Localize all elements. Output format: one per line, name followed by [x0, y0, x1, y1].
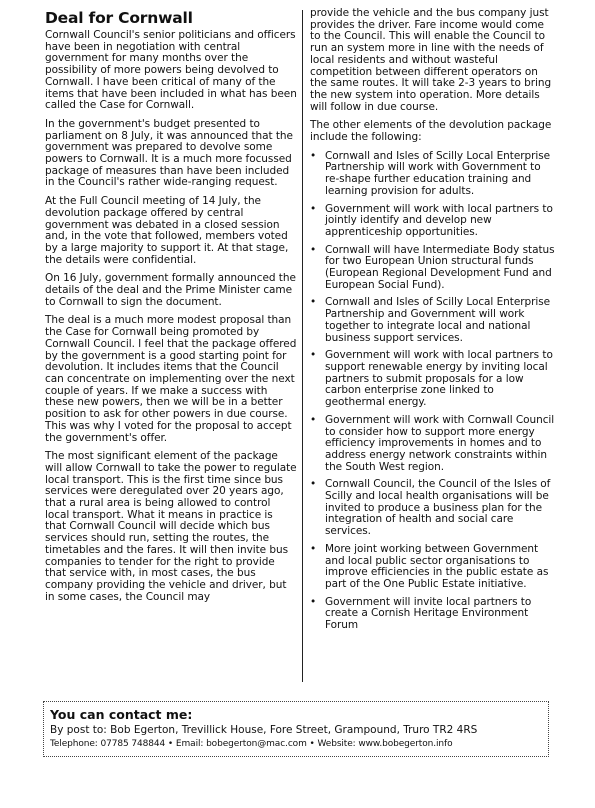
- separator-bullet: •: [309, 739, 315, 749]
- list-item: [310, 204, 555, 239]
- paragraph-modest-deal: The deal is a much more modest proposal than the Case for Cornwall being promoted by Cornwall Council. I feel that the package offered by the government is a good starting point for devolution. It includes items that the Council can concentrate on implementing over the next couple of years. If we make a success with these new powers, then we will be in a better position to ask for other powers in due course. This was why I voted for the proposal to accept the government's offer.: [45, 314, 297, 444]
- bullet-icon: •: [310, 595, 317, 608]
- bullet-icon: •: [310, 349, 317, 362]
- website-link[interactable]: Website: www.bobegerton.info: [317, 739, 453, 749]
- left-column: [45, 8, 297, 610]
- list-item: [310, 597, 555, 632]
- list-item-text: Government will work with Cornwall Council to consider how to support more energy efficiency improvements in homes and to address energy network constraints within the South West region.: [325, 413, 555, 473]
- contact-box: [43, 701, 549, 757]
- devolution-elements-list: [310, 151, 555, 632]
- separator-bullet: •: [167, 739, 174, 749]
- list-item-text: Government will work with local partners to support renewable energy by inviting local partners to submit proposals for a low carbon enterprise zone linked to geothermal energy.: [325, 349, 553, 409]
- paragraph-full-council: At the Full Council meeting of 14 July, the devolution package offered by central government was debated in a closed session and, in the vote that followed, members voted by a large majority to support it. At that stage, the details were confidential.: [45, 195, 289, 266]
- paragraph-negotiation: Cornwall Council's senior politicians and officers have been in negotiation with central government for many months over the possibility of more powers being devolved to Cornwall. I have been critical of many of the items that have been included in what has been called the Case for Cornwall.: [45, 29, 297, 112]
- paragraph-transport-continued: provide the vehicle and the bus company just provides the driver. Fare income would come to the Council. This will enable the Council to run an system more in line with the needs of local residents and without wasteful competition between different operators on the same routes. It will take 2-3 years to bring the new system into operation. More details will follow in due course.: [310, 7, 552, 113]
- list-item: [310, 415, 555, 474]
- paragraph-budget: In the government's budget presented to parliament on 8 July, it was announced that the government was prepared to devolve some powers to Cornwall. It is a much more focussed package of measures than have been included in the Council's rather wide-ranging request.: [45, 117, 293, 189]
- list-item: [310, 479, 555, 538]
- paragraph-announcement: On 16 July, government formally announced the details of the deal and the Prime Minister came to Cornwall to sign the document.: [45, 272, 296, 308]
- contact-details-line: [50, 737, 542, 751]
- list-item-text: Cornwall and Isles of Scilly Local Enterprise Partnership and Government will work together to integrate local and national business support services.: [325, 296, 551, 344]
- list-item: [310, 350, 555, 409]
- list-item-text: Government will work with local partners to jointly identify and develop new apprenticeship opportunities.: [325, 202, 553, 238]
- column-divider: [302, 10, 303, 682]
- telephone-number: Telephone: 07785 748844: [50, 739, 166, 749]
- list-item-text: Government will invite local partners to create a Cornish Heritage Environment Forum: [325, 595, 532, 632]
- bullet-icon: •: [310, 413, 317, 426]
- bullet-icon: •: [310, 202, 317, 215]
- right-column: [310, 8, 555, 638]
- bullet-icon: •: [310, 243, 317, 256]
- list-item: [310, 297, 555, 344]
- postal-address: By post to: Bob Egerton, Trevillick House, Fore Street, Grampound, Truro TR2 4RS: [50, 724, 478, 736]
- list-item-text: Cornwall Council, the Council of the Isles of Scilly and local health organisations will be invited to produce a business plan for the integration of health and social care services.: [325, 478, 551, 538]
- contact-heading: You can contact me:: [50, 707, 193, 722]
- list-item: [310, 151, 555, 198]
- email-address[interactable]: Email: bobegerton@mac.com: [175, 739, 307, 749]
- list-item: [310, 544, 555, 591]
- list-item-text: Cornwall will have Intermediate Body status for two European Union structural funds (European Regional Development Fund and European Social Fund).: [325, 243, 555, 291]
- paragraph-elements-intro: The other elements of the devolution package include the following:: [310, 119, 552, 144]
- list-item-text: Cornwall and Isles of Scilly Local Enterprise Partnership will work with Government to re-shape further education training and learning provision for adults.: [325, 149, 551, 197]
- paragraph-transport: The most significant element of the package will allow Cornwall to take the power to regulate local transport. This is the first time since bus services were deregulated over 20 years ago, that a rural area is being allowed to control local transport. What it means in practice is that Cornwall Council will decide which bus services should run, setting the routes, the timetables and the fares. It will then invite bus companies to tender for the right to provide that service with, in most cases, the bus company providing the vehicle and driver, but in some cases, the Council may: [45, 450, 297, 603]
- article-title: Deal for Cornwall: [45, 9, 193, 27]
- bullet-icon: •: [310, 149, 317, 162]
- bullet-icon: •: [310, 542, 317, 555]
- list-item-text: More joint working between Government and local public sector organisations to improve efficiencies in the public estate as part of the One Public Estate initiative.: [325, 542, 549, 590]
- bullet-icon: •: [310, 478, 317, 491]
- list-item: [310, 245, 555, 292]
- bullet-icon: •: [310, 296, 317, 309]
